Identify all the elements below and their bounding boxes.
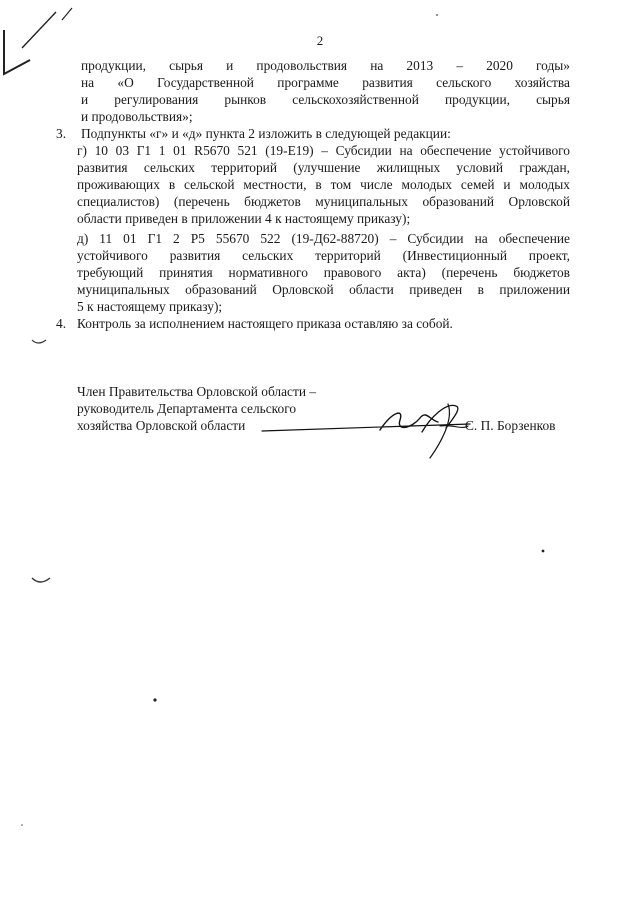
intro-line: продукции, сырья и продовольствия на 2013 – 2020 годы»	[81, 58, 570, 73]
page-number: 2	[316, 33, 324, 48]
scan-dot	[153, 698, 156, 701]
intro-line: на «О Государственной программе развития сельского хозяйства	[81, 75, 570, 90]
scan-dot	[436, 14, 438, 16]
scan-dot	[21, 824, 23, 826]
item3-g-line: специалистов) (перечень бюджетов муниципальных образований Орловской	[77, 194, 570, 209]
item3-d-line: муниципальных образований Орловской области приведен в приложении	[77, 282, 570, 297]
margin-mark	[32, 340, 46, 343]
item3-d-line: устойчивого развития сельских территорий (Инвестиционный проект,	[77, 248, 570, 263]
item3-g-line: области приведен в приложении 4 к настоящему приказу);	[77, 211, 411, 226]
corner-pen-tick	[62, 8, 72, 20]
item-number: 3.	[56, 126, 67, 141]
item3-heading: Подпункты «г» и «д» пункта 2 изложить в следующей редакции:	[81, 126, 451, 141]
item3-g-line: развития сельских территорий (улучшение жилищных условий граждан,	[77, 160, 570, 175]
item3-d-line: требующий принятия нормативного правового акта) (перечень бюджетов	[77, 265, 570, 280]
item3-g-line: проживающих в сельской местности, в том числе молодых семей и молодых	[77, 177, 570, 192]
signatory-name: С. П. Борзенков	[465, 418, 556, 433]
intro-line: и продовольствия»;	[81, 109, 193, 124]
item3-g-line: г) 10 03 Г1 1 01 R5670 521 (19-Е19) – Субсидии на обеспечение устойчивого	[77, 143, 570, 158]
item-number: 4.	[56, 316, 67, 331]
signatory-position-line: Член Правительства Орловской области –	[77, 384, 317, 399]
margin-mark	[32, 578, 50, 582]
intro-line: и регулирования рынков сельскохозяйственной продукции, сырья	[81, 92, 570, 107]
scan-dot	[542, 550, 545, 553]
item4-text: Контроль за исполнением настоящего приказа оставляю за собой.	[77, 316, 453, 331]
item3-d-line: д) 11 01 Г1 2 Р5 55670 522 (19-Д62-88720) – Субсидии на обеспечение	[77, 231, 570, 246]
signatory-position-line: руководитель Департамента сельского	[77, 401, 297, 416]
signatory-position-line: хозяйства Орловской области	[77, 418, 246, 433]
item3-d-line: 5 к настоящему приказу);	[77, 299, 223, 314]
